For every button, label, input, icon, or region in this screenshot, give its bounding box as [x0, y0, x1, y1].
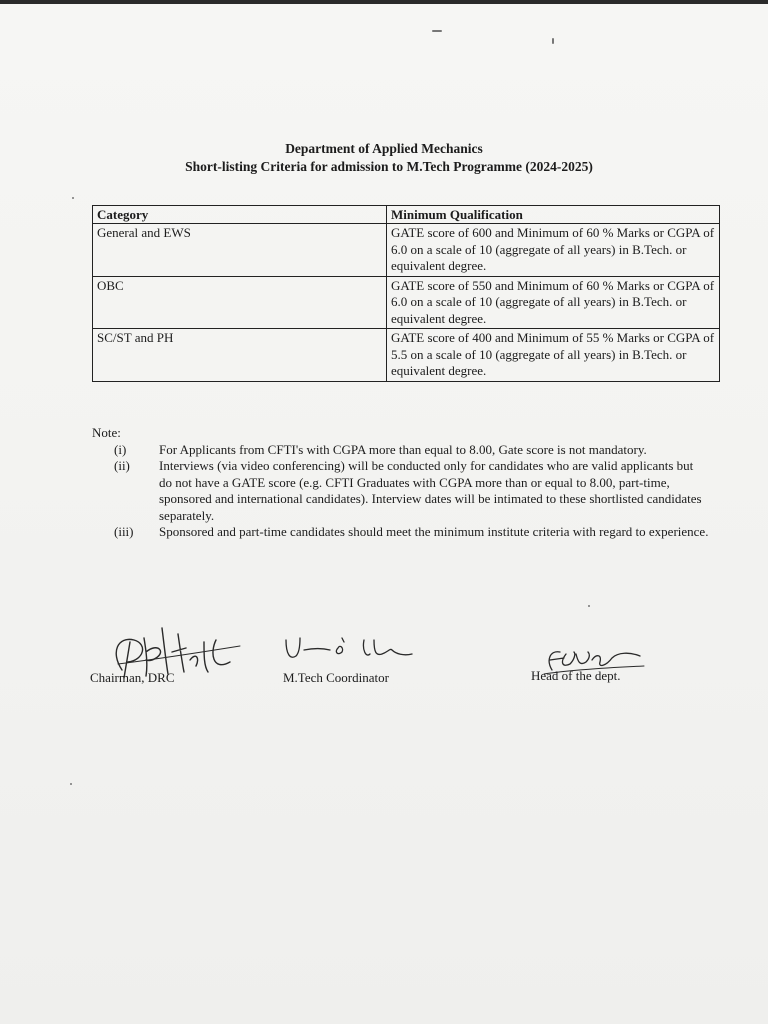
table-row: [93, 224, 720, 277]
table-row: [93, 276, 720, 329]
note-marker: (i): [114, 441, 127, 457]
head-label: Head of the dept.: [531, 668, 621, 683]
coordinator-signature-icon: [282, 632, 417, 666]
scan-speck: [432, 30, 442, 32]
coordinator-label: M.Tech Coordinator: [283, 670, 389, 685]
chairman-label: Chairman, DRC: [90, 670, 175, 685]
row-category: OBC: [93, 276, 387, 329]
scan-speck: [72, 197, 74, 199]
note-item: [92, 442, 732, 459]
scan-top-edge: [0, 0, 768, 4]
department-title: Department of Applied Mechanics: [285, 141, 483, 156]
scan-speck: [588, 605, 590, 607]
note-text: Interviews (via video conferencing) will be conducted only for candidates who are valid applicants but do not have a GATE score (e.g. CFTI Graduates with CGPA more than or equal to 8.00, part-time, sponsored and international candidates). Interview dates will be intimated to these shortlisted candidates separately.: [159, 458, 702, 523]
document-subtitle: Short-listing Criteria for admission to M.Tech Programme (2024-2025): [185, 159, 593, 174]
note-item: [92, 524, 732, 541]
scan-speck: [70, 783, 72, 785]
row-qualification: GATE score of 400 and Minimum of 55 % Marks or CGPA of 5.5 on a scale of 10 (aggregate of all years) in B.Tech. or equivalent degree.: [387, 329, 720, 382]
document-header: [0, 140, 768, 176]
note-marker: (iii): [114, 524, 134, 539]
note-text: Sponsored and part-time candidates should meet the minimum institute criteria with regard to experience.: [159, 524, 709, 539]
table-header-row: [93, 206, 720, 224]
notes-section: [92, 425, 732, 541]
scan-speck: [552, 38, 554, 44]
note-text: For Applicants from CFTI's with CGPA more than equal to 8.00, Gate score is not mandatory.: [159, 441, 647, 457]
criteria-table: [92, 205, 720, 382]
note-item: [92, 458, 732, 524]
header-category: Category: [93, 206, 387, 224]
row-category: General and EWS: [93, 224, 387, 277]
row-qualification: GATE score of 600 and Minimum of 60 % Marks or CGPA of 6.0 on a scale of 10 (aggregate of all years) in B.Tech. or equivalent degree.: [387, 224, 720, 277]
header-minimum-qualification: Minimum Qualification: [387, 206, 720, 224]
row-qualification: GATE score of 550 and Minimum of 60 % Marks or CGPA of 6.0 on a scale of 10 (aggregate of all years) in B.Tech. or equivalent degree.: [387, 276, 720, 329]
table-row: [93, 329, 720, 382]
note-marker: (ii): [114, 458, 130, 473]
notes-title: Note:: [92, 425, 121, 440]
row-category: SC/ST and PH: [93, 329, 387, 382]
